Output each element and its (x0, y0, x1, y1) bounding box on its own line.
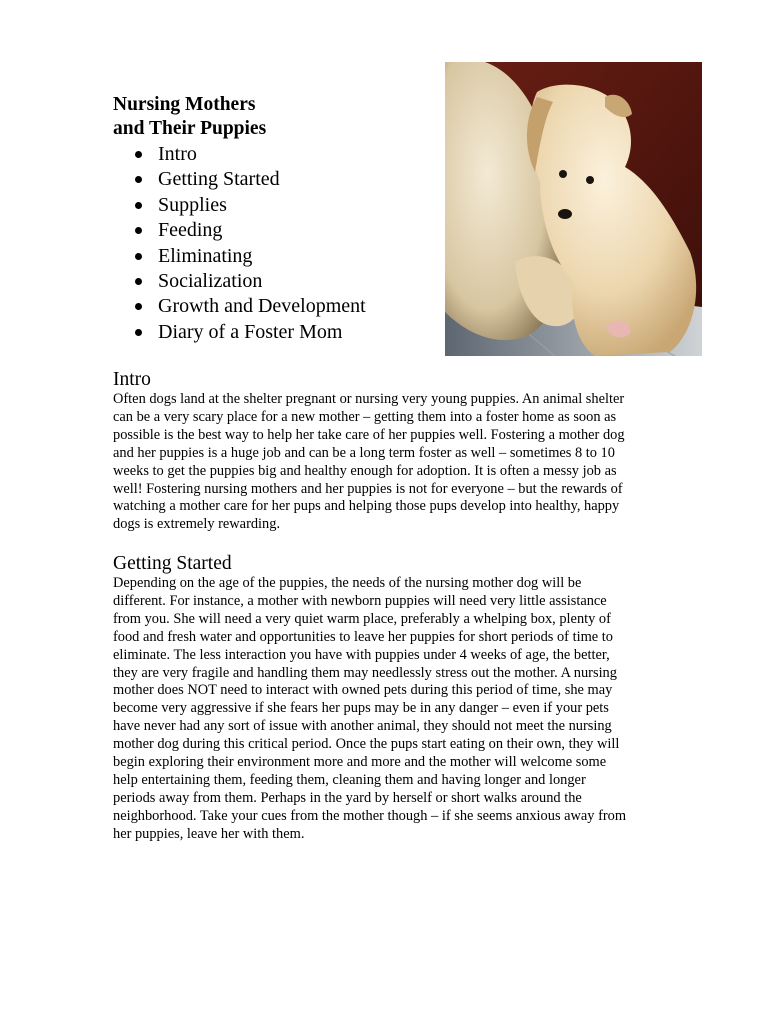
bullet-icon (135, 253, 142, 260)
section-heading-getting-started: Getting Started (113, 553, 232, 574)
toc-item-eliminating[interactable]: Eliminating (135, 244, 366, 269)
getting-started-line: mother does NOT need to interact with owned pets during this period of time, she may (113, 682, 613, 699)
intro-line: and her puppies is a huge job and can be a long term foster as well – sometimes 8 to 10 (113, 444, 615, 461)
intro-line: weeks to get the puppies big and healthy enough for adoption. It is often a messy job as (113, 462, 617, 479)
section-heading-intro: Intro (113, 369, 151, 390)
getting-started-line: neighborhood. Take your cues from the mother though – if she seems anxious away from (113, 807, 627, 824)
toc-item-growth-and-development[interactable]: Growth and Development (135, 294, 366, 319)
bullet-icon (135, 227, 142, 234)
title-line-2: and Their Puppies (113, 118, 267, 139)
intro-line: watching a mother care for her pups and helping those pups develop into healthy, happy (113, 498, 620, 515)
toc-item-socialization[interactable]: Socialization (135, 269, 366, 294)
getting-started-line: begin exploring their environment more and more and the mother will welcome some (113, 754, 607, 771)
title-line-1: Nursing Mothers (113, 94, 256, 115)
intro-line: well! Fostering nursing mothers and her puppies is not for everyone – but the rewards of (113, 480, 623, 497)
toc-item-feeding[interactable]: Feeding (135, 218, 366, 243)
toc-item-diary-of-a-foster-mom[interactable]: Diary of a Foster Mom (135, 320, 366, 345)
getting-started-line: become very aggressive if she fears her pups may be in any danger – even if your pets (113, 700, 609, 717)
intro-paragraph (113, 391, 658, 534)
intro-line: possible is the best way to help her take care of her puppies well. Fostering a mother dog (113, 426, 625, 443)
bullet-icon (135, 202, 142, 209)
intro-line: Often dogs land at the shelter pregnant or nursing very young puppies. An animal shelter (113, 391, 625, 407)
document-title (113, 93, 433, 141)
toc-item-supplies[interactable]: Supplies (135, 193, 366, 218)
toc-item-intro[interactable]: Intro (135, 142, 366, 167)
getting-started-line: have never had any sort of issue with another animal, they should not meet the nursing (113, 718, 612, 735)
toc-item-getting-started[interactable]: Getting Started (135, 167, 366, 192)
getting-started-line: her puppies, leave her with them. (113, 825, 305, 842)
getting-started-paragraph (113, 575, 658, 844)
getting-started-line: food and fresh water and opportunities to leave her puppies for short periods of time to (113, 628, 613, 645)
getting-started-line: eliminate. The less interaction you have with puppies under 4 weeks of age, the better, (113, 646, 610, 663)
puppy-photo (445, 62, 702, 356)
bullet-icon (135, 151, 142, 158)
bullet-icon (135, 329, 142, 336)
getting-started-line: different. For instance, a mother with newborn puppies will need very little assistance (113, 592, 607, 609)
bullet-icon (135, 303, 142, 310)
getting-started-line: they are very fragile and handling them may needlessly stress out the mother. A nursing (113, 664, 617, 681)
bullet-icon (135, 278, 142, 285)
intro-line: dogs is extremely rewarding. (113, 516, 281, 533)
getting-started-line: Depending on the age of the puppies, the needs of the nursing mother dog will be (113, 575, 582, 591)
getting-started-line: help entertaining them, feeding them, cleaning them and having longer and longer (113, 771, 586, 788)
table-of-contents (135, 142, 366, 345)
getting-started-line: periods away from them. Perhaps in the yard by herself or short walks around the (113, 789, 582, 806)
getting-started-line: mother dog during this critical period. Once the pups start eating on their own, they will (113, 736, 620, 753)
intro-line: can be a very scary place for a new mother – getting them into a foster home as soon as (113, 408, 617, 425)
bullet-icon (135, 176, 142, 183)
getting-started-line: from you. She will need a very quiet warm place, preferably a whelping box, plenty of (113, 610, 611, 627)
